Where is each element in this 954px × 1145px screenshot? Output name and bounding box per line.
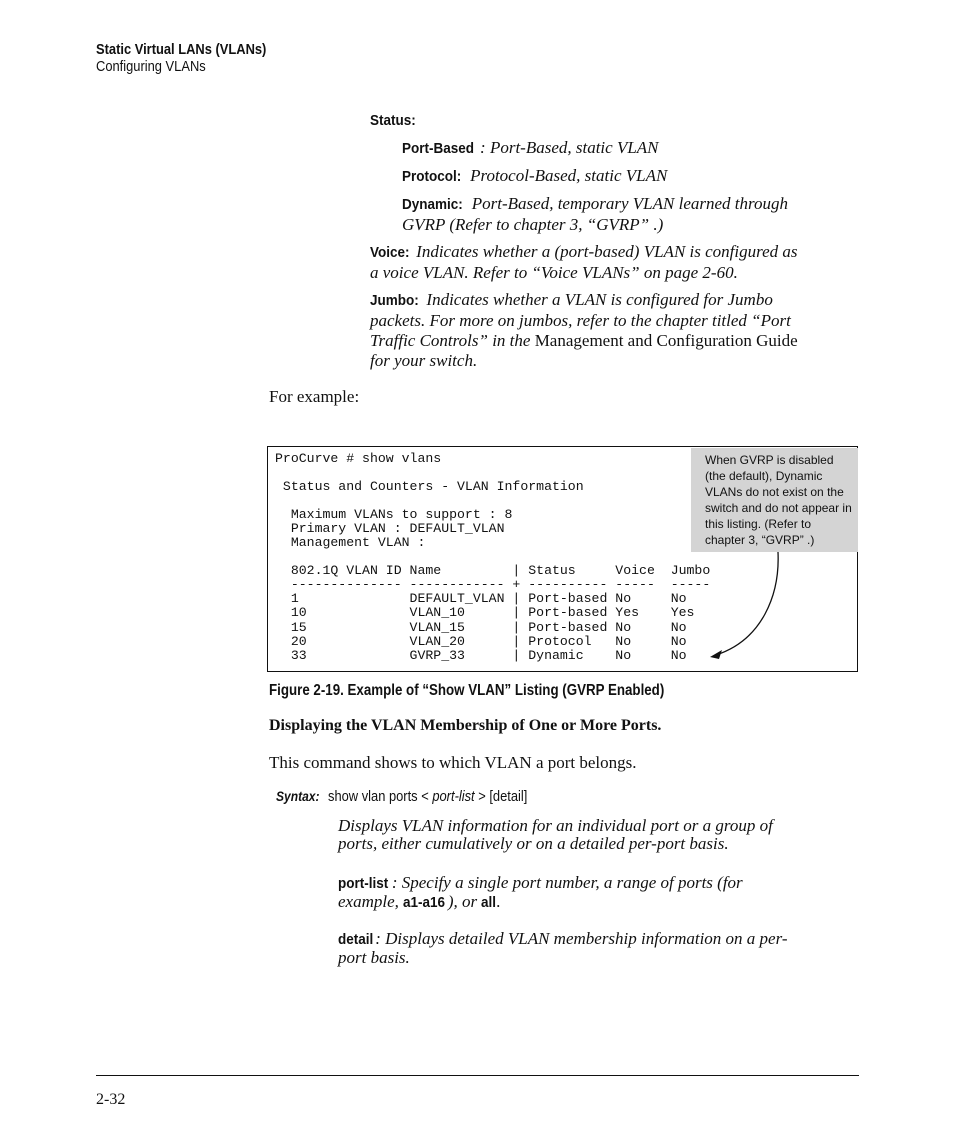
all-keyword: all	[481, 894, 497, 911]
footer-rule	[96, 1075, 859, 1076]
for-example-text: For example:	[269, 387, 360, 406]
figure-caption: Figure 2-19. Example of “Show VLAN” Listing (GVRP Enabled)	[269, 682, 665, 699]
terminal-table-row: 33 GVRP_33 | Dynamic No No	[275, 648, 687, 663]
voice-text-2: a voice VLAN. Refer to “Voice VLANs” on page 2-60.	[370, 263, 738, 282]
gvrp-callout	[691, 448, 858, 552]
terminal-table-row: 20 VLAN_20 | Protocol No No	[275, 634, 687, 649]
port-list-description: port-list : Specify a single port number, a range of ports (for example, a1-a16 ), or all.	[338, 873, 743, 911]
protocol-text: Protocol-Based, static VLAN	[465, 166, 668, 185]
syntax-line	[276, 788, 560, 806]
terminal-line-management-vlan: Management VLAN :	[275, 535, 426, 550]
gvrp-callout-text: When GVRP is disabled (the default), Dynamic VLANs do not exist on the switch and do not appear in this listing. (Refer to chapter 3, “GVRP” .)	[705, 453, 852, 547]
voice-text-1: Indicates whether a (port-based) VLAN is configured as	[411, 242, 798, 261]
voice-label: Voice:	[370, 244, 410, 261]
jumbo-text-3a: Traffic Controls” in the	[370, 331, 535, 350]
section-heading: Displaying the VLAN Membership of One or More Ports.	[269, 717, 662, 734]
dynamic-text-1: Port-Based, temporary VLAN learned through	[467, 194, 788, 213]
port-based-text: : Port-Based, static VLAN	[480, 138, 659, 157]
syntax-command: show vlan ports < port-list > [detail]	[328, 788, 528, 805]
port-list-label: port-list	[338, 875, 389, 892]
terminal-line-command: ProCurve # show vlans	[275, 451, 442, 466]
jumbo-text-4: for your switch.	[370, 351, 478, 370]
running-header-subtitle: Configuring VLANs	[96, 58, 206, 75]
callout-arrow	[700, 550, 790, 665]
terminal-table-row: 10 VLAN_10 | Port-based Yes Yes	[275, 605, 695, 620]
detail-label: detail	[338, 931, 374, 948]
syntax-description: Displays VLAN information for an individual port or a group of ports, either cumulatively or on a detailed per-port basis.	[338, 816, 773, 853]
intro-text: This command shows to which VLAN a port belongs.	[269, 753, 637, 772]
jumbo-text-1: Indicates whether a VLAN is configured for Jumbo	[422, 290, 773, 309]
status-protocol	[402, 166, 667, 187]
status-port-based	[402, 138, 659, 159]
jumbo-guide-title: Management and Configuration Guide	[534, 331, 798, 350]
terminal-line-primary-vlan: Primary VLAN : DEFAULT_VLAN	[275, 521, 505, 536]
terminal-line-max-vlans: Maximum VLANs to support : 8	[275, 507, 513, 522]
running-header-title: Static Virtual LANs (VLANs)	[96, 41, 267, 58]
dynamic-label: Dynamic:	[402, 196, 463, 213]
voice-description	[370, 242, 798, 283]
terminal-line-title: Status and Counters - VLAN Information	[275, 479, 584, 494]
port-based-label: Port-Based	[402, 140, 475, 157]
status-label: Status:	[370, 112, 416, 129]
terminal-table-row: 15 VLAN_15 | Port-based No No	[275, 620, 687, 635]
page-number: 2-32	[96, 1091, 126, 1108]
jumbo-label: Jumbo:	[370, 292, 419, 309]
dynamic-text-2: GVRP (Refer to chapter 3, “GVRP” .)	[402, 215, 664, 234]
terminal-table-header: 802.1Q VLAN ID Name | Status Voice Jumbo	[275, 563, 711, 578]
terminal-table-divider: -------------- ------------ + ---------- ----- -----	[275, 577, 711, 592]
jumbo-description	[370, 290, 798, 371]
jumbo-text-2: packets. For more on jumbos, refer to the chapter titled “Port	[370, 311, 791, 330]
detail-description: detail : Displays detailed VLAN membership information on a per- port basis.	[338, 929, 788, 967]
protocol-label: Protocol:	[402, 168, 462, 185]
status-dynamic	[402, 194, 788, 235]
port-range-example: a1-a16	[403, 894, 446, 911]
terminal-table-row: 1 DEFAULT_VLAN | Port-based No No	[275, 591, 687, 606]
syntax-label: Syntax:	[276, 788, 320, 804]
